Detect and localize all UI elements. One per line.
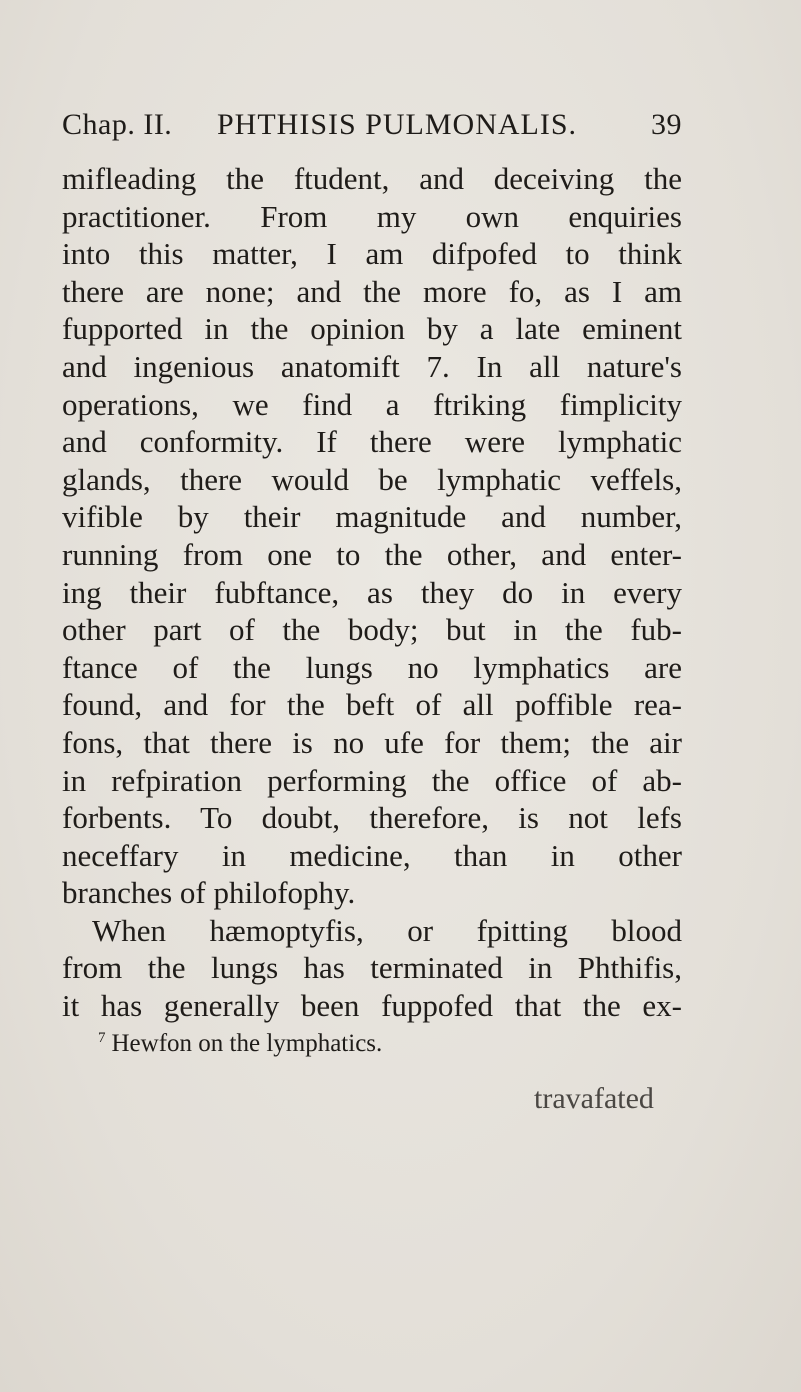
text-line: neceffary in medicine, than in other <box>62 837 682 873</box>
text-line: ftance of the lungs no lymphatics are <box>62 649 682 685</box>
text-line: fupported in the opinion by a late eminent <box>62 311 682 347</box>
text-line: ing their fubftance, as they do in every <box>62 574 682 610</box>
text-line: found, and for the beft of all poffible rea- <box>62 687 682 723</box>
text-line: it has generally been fuppofed that the ex- <box>62 988 682 1024</box>
page-title: PHTHISIS PULMONALIS. <box>217 108 578 141</box>
text-line: glands, there would be lymphatic veffels, <box>62 461 682 497</box>
text-line: fons, that there is no ufe for them; the air <box>62 724 682 760</box>
body-text <box>62 160 682 1025</box>
chapter-label: Chap. II. <box>62 108 173 141</box>
text-line: and conformity. If there were lymphatic <box>62 424 682 460</box>
footnote-text: Hewfon on the lymphatics. <box>111 1030 383 1057</box>
footnote <box>98 1030 382 1058</box>
text-line: running from one to the other, and enter- <box>62 536 682 572</box>
text-line: mifleading the ftudent, and deceiving the <box>62 161 682 196</box>
text-line: in refpiration performing the office of ab- <box>62 762 682 798</box>
text-line: branches of philofophy. <box>62 875 356 911</box>
text-line: other part of the body; but in the fub- <box>62 612 682 648</box>
text-line: practitioner. From my own enquiries <box>62 198 682 234</box>
text-line: into this matter, I am difpofed to think <box>62 236 682 272</box>
catchword: travafated <box>534 1082 654 1115</box>
text-line: forbents. To doubt, therefore, is not lefs <box>62 800 682 836</box>
text-line: and ingenious anatomift 7. In all nature's <box>62 348 682 384</box>
running-head <box>62 108 682 148</box>
page-number: 39 <box>651 108 682 141</box>
text-line: When hæmoptyfis, or fpitting blood <box>92 912 682 948</box>
text-line: operations, we find a ftriking fimplicity <box>62 386 682 422</box>
text-line: from the lungs has terminated in Phthifis, <box>62 950 682 986</box>
text-line: there are none; and the more fo, as I am <box>62 273 682 309</box>
footnote-marker: 7 <box>98 1030 106 1046</box>
text-line: vifible by their magnitude and number, <box>62 499 682 535</box>
